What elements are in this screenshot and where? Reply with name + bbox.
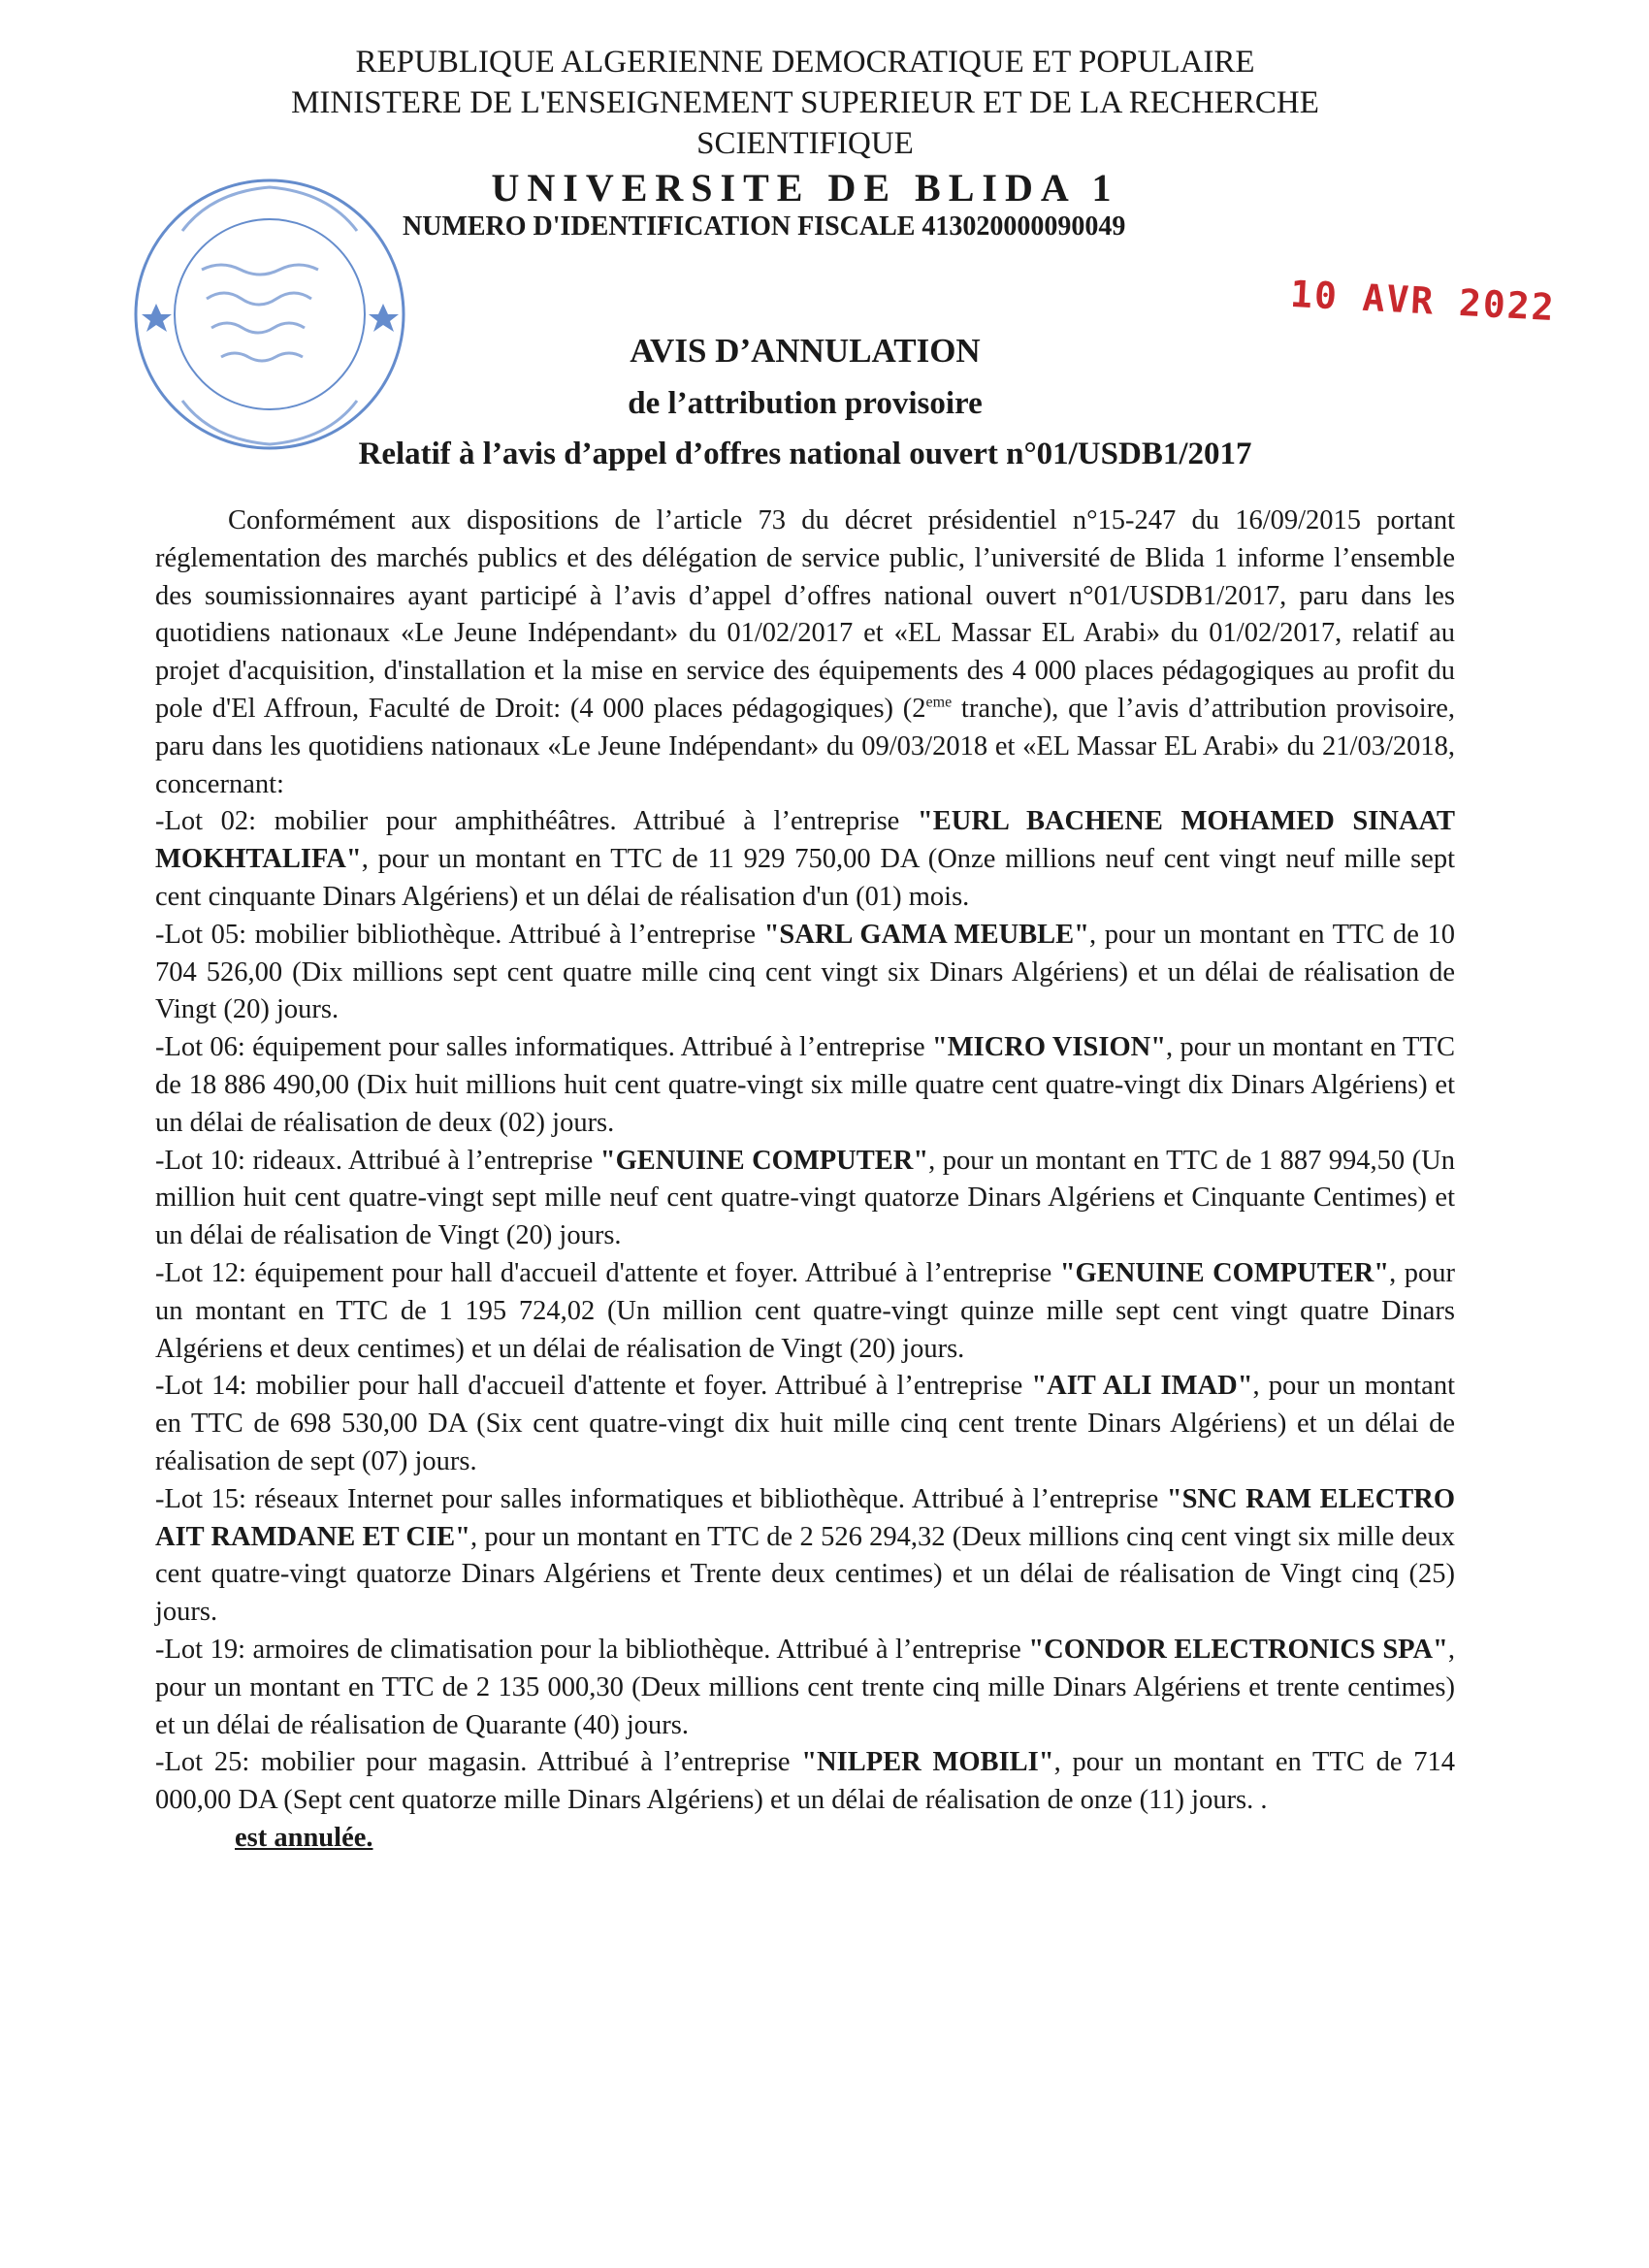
lot-paragraph: -Lot 10: rideaux. Attribué à l’entreprise "GENUINE COMPUTER", pour un montant en TTC de 1 887 994,50 (Un million huit cent quatre-vingt sept mille neuf cent quatre-vingt quatorze Dinars Algériens et Cinquante Centimes) et un délai de réalisation de Vingt (20) jours. [155,1145,1455,1251]
date-stamp: 10 AVR 2022 [1289,272,1557,330]
annulation-statement: est annulée. [235,1822,373,1853]
intro-paragraph: Conformément aux dispositions de l’article 73 du décret présidentiel n°15-247 du 16/09/2015 portant réglementation des marchés publics et des délégation de service public, l’université de Blida 1 informe l’ensemble des soumissionnaires ayant participé à l’avis d’appel d’offres national ouvert n°01/USDB1/2017, paru dans les quotidiens nationaux «Le Jeune Indépendant» du 01/02/2017 et «EL Massar EL Arabi» du 01/02/2017, relatif au projet d'acquisition, d'installation et la mise en service des équipements des 4 000 places pédagogiques au profit du pole d'El Affroun, Faculté de Droit: (4 000 places pédagogiques) (2eme tranche), que l’avis d’attribution provisoire, paru dans les quotidiens nationaux «Le Jeune Indépendant» du 09/03/2018 et «EL Massar EL Arabi» du 21/03/2018, concernant: [155,505,1455,799]
university-name: UNIVERSITE DE BLIDA 1 [491,166,1119,210]
notice-title: AVIS D’ANNULATION [630,332,981,370]
lot-paragraph: -Lot 05: mobilier bibliothèque. Attribué à l’entreprise "SARL GAMA MEUBLE", pour un montant en TTC de 10 704 526,00 (Dix millions sept cent quatre mille cinq cent vingt six Dinars Algériens) et un délai de réalisation de Vingt (20) jours. [155,919,1455,1025]
notice-body [155,502,1455,1858]
notice-reference: Relatif à l’avis d’appel d’offres national ouvert n°01/USDB1/2017 [358,437,1252,471]
lot-paragraph: -Lot 12: équipement pour hall d'accueil d'attente et foyer. Attribué à l’entreprise "GENUINE COMPUTER", pour un montant en TTC de 1 195 724,02 (Un million cent quatre-vingt quinze mille sept cent vingt quatre Dinars Algériens et deux centimes) et un délai de réalisation de Vingt (20) jours. [155,1257,1455,1364]
notice-subtitle: de l’attribution provisoire [628,386,983,421]
header-ministry: MINISTERE DE L'ENSEIGNEMENT SUPERIEUR ET DE LA RECHERCHE [291,85,1319,120]
lot-paragraph: -Lot 02: mobilier pour amphithéâtres. Attribué à l’entreprise "EURL BACHENE MOHAMED SINAAT MOKHTALIFA", pour un montant en TTC de 11 929 750,00 DA (Onze millions neuf cent vingt neuf mille sept cent cinquante Dinars Algériens) et un délai de réalisation d'un (01) mois. [155,806,1455,912]
lot-paragraph: -Lot 15: réseaux Internet pour salles informatiques et bibliothèque. Attribué à l’entreprise "SNC RAM ELECTRO AIT RAMDANE ET CIE", pour un montant en TTC de 2 526 294,32 (Deux millions cinq cent vingt six mille deux cent quatre-vingt quatorze Dinars Algériens et Trente deux centimes) et un délai de réalisation de Vingt cinq (25) jours. [155,1483,1456,1628]
lot-paragraph: -Lot 25: mobilier pour magasin. Attribué à l’entreprise "NILPER MOBILI", pour un montant en TTC de 714 000,00 DA (Sept cent quatorze mille Dinars Algériens) et un délai de réalisation de onze (11) jours. . [155,1747,1455,1816]
star-icon [142,304,172,332]
fiscal-id: NUMERO D'IDENTIFICATION FISCALE 413020000090049 [403,211,1126,242]
lot-paragraph: -Lot 19: armoires de climatisation pour la bibliothèque. Attribué à l’entreprise "CONDOR ELECTRONICS SPA", pour un montant en TTC de 2 135 000,30 (Deux millions cent trente cinq mille Dinars Algériens et trente centimes) et un délai de réalisation de Quarante (40) jours. [155,1634,1455,1740]
lot-paragraph: -Lot 06: équipement pour salles informatiques. Attribué à l’entreprise "MICRO VISION", pour un montant en TTC de 18 886 490,00 (Dix huit millions huit cent quatre-vingt six mille quatre cent quatre-vingt dix Dinars Algériens) et un délai de réalisation de deux (02) jours. [155,1032,1455,1138]
lot-paragraph: -Lot 14: mobilier pour hall d'accueil d'attente et foyer. Attribué à l’entreprise "AIT ALI IMAD", pour un montant en TTC de 698 530,00 DA (Six cent quatre-vingt dix huit mille cinq cent trente Dinars Algériens) et un délai de réalisation de sept (07) jours. [155,1371,1455,1476]
header-republic: REPUBLIQUE ALGERIENNE DEMOCRATIQUE ET POPULAIRE [355,45,1255,80]
header-ministry-cont: SCIENTIFIQUE [696,126,914,161]
star-icon [369,304,399,332]
